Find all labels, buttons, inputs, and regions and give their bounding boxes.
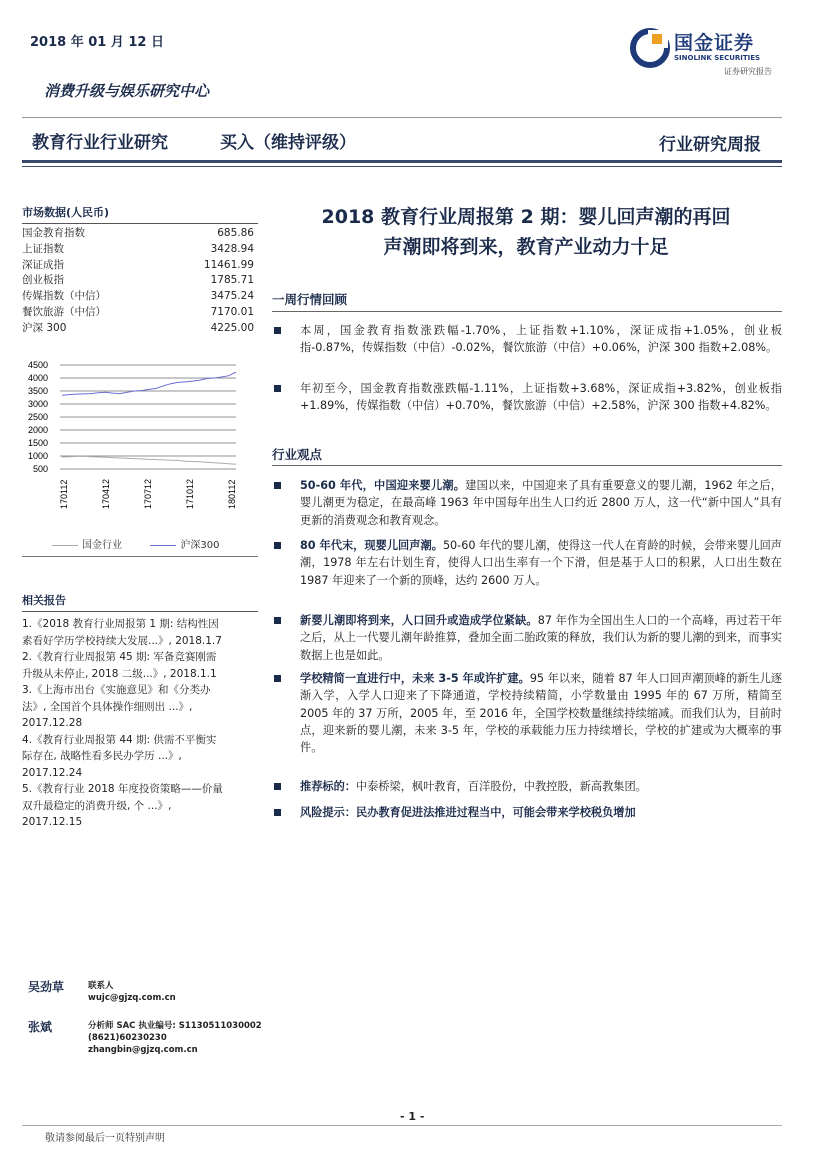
y-tick-label: 2000: [27, 425, 48, 435]
market-row: [22, 242, 258, 258]
x-tick-label: 180112: [227, 479, 237, 509]
chart-legend: [52, 536, 219, 551]
related-report-line: 2017.12.28: [22, 717, 83, 729]
market-row: [22, 289, 258, 305]
author-phone: (8621)60230230: [88, 1033, 167, 1043]
bullet-icon: [274, 542, 281, 549]
y-tick-label: 4500: [27, 360, 48, 370]
view-lead: 推荐标的：: [300, 780, 356, 793]
related-report-line: 际存在, 战略性看多民办学历 ...》,: [22, 750, 182, 762]
bullet-icon: [274, 482, 281, 489]
legend-swatch-hs300: [150, 545, 176, 546]
legend-label-hs300: 沪深300: [180, 540, 220, 551]
market-row: [22, 305, 258, 321]
view-lead: 风险提示：民办教育促进法推进过程当中，可能会带来学校税负增加: [300, 806, 636, 819]
section-heading-views: 行业观点: [272, 447, 323, 462]
bullet-icon: [274, 809, 281, 816]
view-paragraph: [300, 670, 782, 756]
y-tick-label: 500: [32, 464, 48, 474]
author-contact-2: [88, 1020, 262, 1056]
market-data-table: [22, 226, 258, 337]
view-paragraph: [300, 778, 782, 795]
market-value: 3475.24: [210, 290, 254, 303]
y-tick-label: 4000: [27, 373, 48, 383]
related-report-line: 2017.12.24: [22, 766, 83, 779]
view-text: 95 年以来，随着 87 年人口回声潮顶峰的新生儿逐渐入学，入学人口迎来了下降通道，学校持续精简，小学数量由 1995 年的 67 万所，精简至 2005 年的 37 万所，2005 年，至 2016 年，全国学校数量继续持续缩减。而我们认为，目前时点，迎来新的婴儿潮，未来 3-5 年，学校的承载能力压力持续增长，学校的扩建或为大概率的事件。: [300, 672, 782, 755]
related-report-line: 法》, 全国首个具体操作细则出 ...》,: [22, 700, 193, 713]
divider: [272, 465, 782, 466]
market-label: 餐饮旅游（中信）: [22, 305, 106, 318]
divider: [22, 166, 782, 167]
bullet-icon: [274, 617, 281, 624]
related-report-line: 双升最稳定的消费升级, 个 ...》,: [22, 799, 172, 812]
market-label: 国金教育指数: [22, 227, 85, 239]
research-center: 消费升级与娱乐研究中心: [44, 82, 210, 100]
logo-name: 国金证券: [674, 32, 755, 54]
x-tick-label: 171012: [185, 478, 195, 509]
series-line-1: [62, 372, 236, 395]
view-paragraph: [300, 612, 782, 664]
report-date: 2018 年 01 月 12 日: [30, 35, 164, 50]
related-report-line: 2017.12.15: [22, 816, 83, 828]
market-label: 深证成指: [22, 258, 64, 271]
x-tick-label: 170712: [143, 478, 153, 509]
review-paragraph-ytd: 年初至今，国金教育指数涨跌幅-1.11%，上证指数+3.68%，深证成指+3.82%，创业板指+1.89%，传媒指数（中信）+0.70%，餐饮旅游（中信）+2.58%，沪深 300 指数+4.82%。: [300, 382, 782, 413]
market-value: 4225.00: [210, 321, 254, 334]
view-paragraph: [300, 477, 782, 529]
author-email: wujc@gjzq.com.cn: [88, 993, 176, 1003]
rating-label: 买入（维持评级）: [220, 133, 356, 153]
view-text: 中泰桥梁，枫叶教育，百洋股份，中教控股，新高教集团。: [355, 780, 647, 793]
y-tick-label: 3500: [27, 386, 48, 396]
view-text: 建国以来，中国迎来了具有重要意义的婴儿潮，1962 年之后，婴儿潮更为稳定，在最高峰 1963 年中国每年出生人口约近 2800 万人，这一代“新中国人”具有更新的消费观念和教育观念。: [300, 479, 782, 527]
author-role: 联系人: [88, 981, 114, 991]
related-report-item: [22, 682, 258, 732]
view-text: 50-60 年代的婴儿潮，使得这一代人在育龄的时候，会带来婴儿回声潮，1978 年左右计划生育，使得人口出生率有一个下滑，但是基于人口的积累，人口出生数在 1987 年迎来了一个新的顶峰，达约 2600 万人。: [300, 539, 782, 587]
x-tick-label: 170412: [101, 478, 111, 509]
title-line-2: 声潮即将到来，教育产业动力十足: [383, 236, 669, 258]
view-paragraph: [300, 804, 782, 821]
bullet-icon: [274, 675, 281, 682]
series-line-0: [62, 456, 236, 464]
page-number: - 1 -: [400, 1110, 425, 1123]
related-report-line: 4.《教育行业周报第 44 期: 供需不平衡实: [22, 733, 217, 746]
author-cert: 分析师 SAC 执业编号: S1130511030002: [88, 1021, 262, 1031]
related-report-item: [22, 616, 258, 649]
view-lead: 80 年代末，现婴儿回声潮。: [300, 539, 443, 552]
divider: [22, 160, 782, 163]
divider: [22, 223, 258, 224]
company-logo: [630, 26, 790, 81]
view-lead: 50-60 年代，中国迎来婴儿潮。: [300, 479, 466, 492]
related-report-item: [22, 649, 258, 682]
footer-disclaimer: 敬请参阅最后一页特别声明: [45, 1133, 165, 1144]
bullet-icon: [274, 327, 281, 334]
industry-label: 教育行业行业研究: [32, 133, 168, 153]
related-report-line: 1.《2018 教育行业周报第 1 期: 结构性因: [22, 618, 219, 630]
market-data-heading: 市场数据(人民币): [22, 206, 110, 219]
related-report-line: 3.《上海市出台《实施意见》和《分类办: [22, 684, 211, 696]
market-label: 创业板指: [22, 274, 64, 287]
bullet-icon: [274, 385, 281, 392]
market-label: 传媒指数（中信）: [22, 290, 106, 303]
market-row: [22, 273, 258, 289]
title-line-1: 2018 教育行业周报第 2 期：婴儿回声潮的再回: [321, 206, 731, 228]
author-contact-1: [88, 980, 176, 1004]
report-type: 行业研究周报: [659, 135, 761, 155]
y-tick-label: 1000: [27, 451, 48, 461]
market-value: 1785.71: [210, 274, 254, 287]
market-row: [22, 226, 258, 242]
logo-mark-icon: [630, 28, 670, 68]
divider: [22, 117, 782, 118]
market-value: 3428.94: [210, 242, 254, 255]
divider: [22, 611, 258, 612]
related-report-list: [22, 616, 258, 831]
view-paragraph: [300, 537, 782, 589]
market-value: 11461.99: [203, 258, 254, 271]
related-report-item: [22, 781, 258, 831]
market-value: 685.86: [217, 227, 254, 239]
view-lead: 新婴儿潮即将到来，人口回升或造成学位紧缺。: [300, 614, 538, 627]
index-line-chart: [22, 355, 258, 515]
related-reports: [22, 592, 258, 831]
related-report-line: 素看好学历学校持续大发展...》, 2018.1.7: [22, 634, 222, 647]
legend-label-industry: 国金行业: [82, 540, 122, 551]
market-label: 沪深 300: [22, 321, 67, 334]
y-tick-label: 2500: [27, 412, 48, 422]
section-heading-review: 一周行情回顾: [272, 292, 348, 307]
market-label: 上证指数: [22, 242, 64, 255]
y-tick-label: 1500: [27, 438, 48, 448]
bullet-icon: [274, 783, 281, 790]
divider: [22, 1125, 782, 1126]
market-row: [22, 258, 258, 274]
logo-english: SINOLINK SECURITIES: [674, 54, 761, 62]
legend-swatch-industry: [52, 545, 78, 546]
divider: [22, 556, 258, 557]
related-reports-heading: 相关报告: [22, 594, 66, 607]
author-name-2: 张斌: [28, 1020, 53, 1034]
market-value: 7170.01: [210, 305, 254, 318]
view-lead: 学校精简一直进行中，未来 3-5 年或许扩建。: [300, 672, 530, 685]
divider: [272, 311, 782, 312]
market-data-panel: [22, 204, 258, 337]
market-row: [22, 321, 258, 337]
review-paragraph-week: 本周，国金教育指数涨跌幅-1.70%，上证指数+1.10%，深证成指+1.05%，创业板指-0.87%，传媒指数（中信）-0.02%，餐饮旅游（中信）+0.06%，沪深 300 指数+2.08%。: [300, 324, 782, 355]
related-report-line: 升级从未停止, 2018 二级...》, 2018.1.1: [22, 667, 217, 680]
x-tick-label: 170112: [59, 479, 69, 509]
author-name-1: 吴劲草: [28, 980, 65, 994]
related-report-line: 2.《教育行业周报第 45 期: 军备竞赛刚需: [22, 651, 217, 663]
related-report-item: [22, 732, 258, 782]
y-tick-label: 3000: [27, 399, 48, 409]
related-report-line: 5.《教育行业 2018 年度投资策略——价量: [22, 783, 223, 795]
author-email: zhangbin@gjzq.com.cn: [88, 1045, 198, 1055]
report-title: [266, 202, 786, 262]
view-text: 87 年作为全国出生人口的一个高峰，再过若干年之后，从上一代婴儿潮年龄推算，叠加全面二胎政策的释放，我们认为新的婴儿潮的到来，而事实数据上也是如此。: [300, 614, 782, 662]
logo-note: 证券研究报告: [724, 67, 772, 76]
